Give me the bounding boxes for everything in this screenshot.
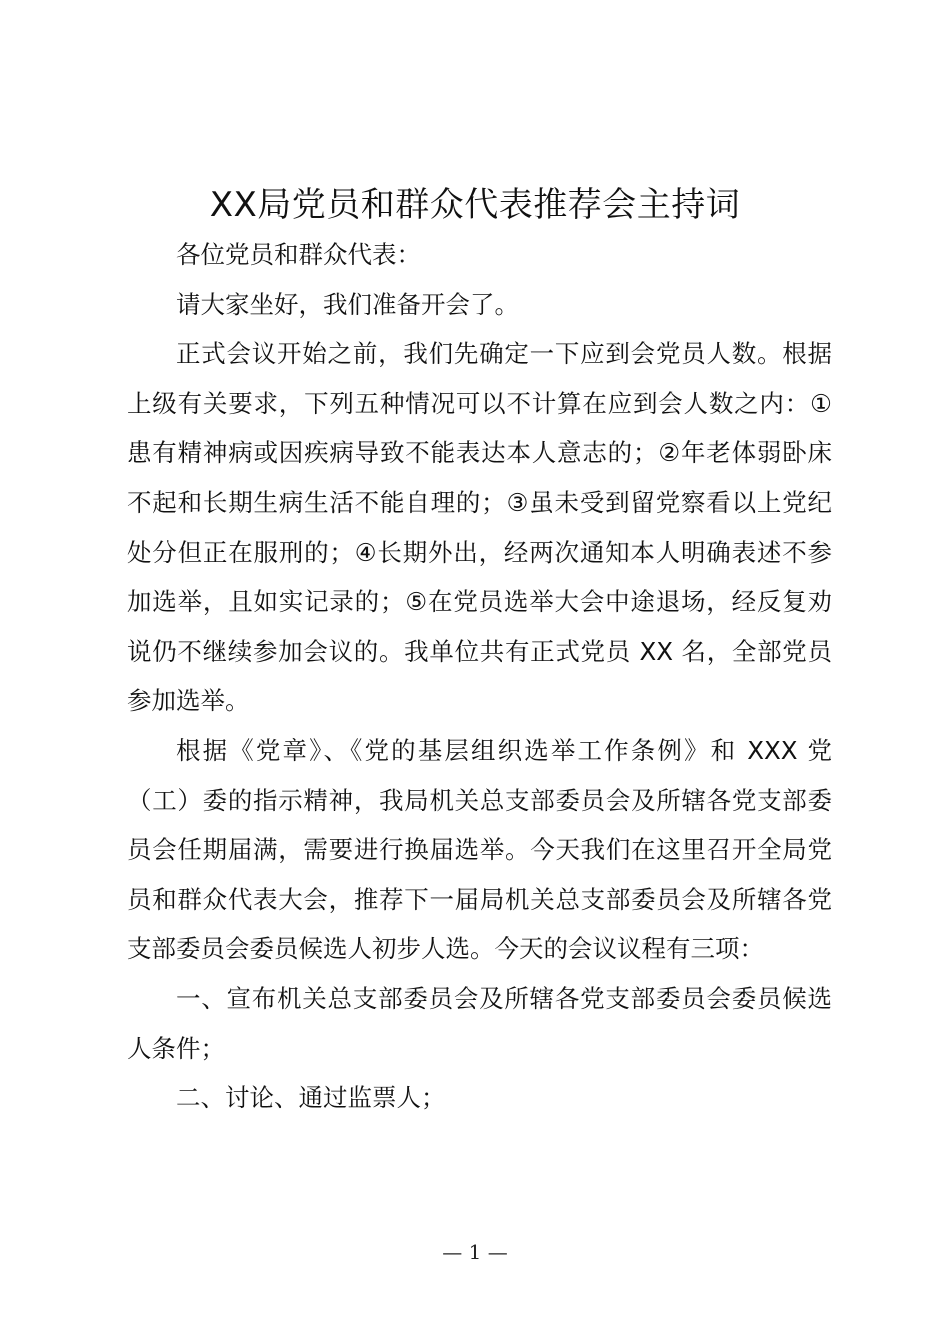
salutation-paragraph: 各位党员和群众代表： bbox=[176, 240, 421, 269]
purpose-paragraph: 根据《党章》、《党的基层组织选举工作条例》和 XXX 党（工）委的指示精神，我局机关总支部委员会及所辖各党支部委员会任期届满，需要进行换届选举。今天我们在这里召开全局党员和群众代表大会，推荐下一届局机关总支部委员会及所辖各党支部委员会委员候选人初步人选。今天的会议议程有三项： bbox=[127, 735, 832, 964]
attendance-paragraph: 正式会议开始之前，我们先确定一下应到会党员人数。根据上级有关要求，下列五种情况可以不计算在应到会人数之内：①患有精神病或因疾病导致不能表达本人意志的；②年老体弱卧床不起和长期生病生活不能自理的；③虽未受到留党察看以上党纪处分但正在服刑的；④长期外出，经两次通知本人明确表述不参加选举，且如实记录的；⑤在党员选举大会中途退场，经反复劝说仍不继续参加会议的。我单位共有正式党员 XX 名，全部党员参加选举。 bbox=[127, 339, 832, 716]
opening-paragraph: 请大家坐好，我们准备开会了。 bbox=[176, 289, 519, 319]
page-number: — 1 — bbox=[442, 1240, 508, 1264]
agenda-item-2: 二、讨论、通过监票人； bbox=[176, 1083, 446, 1113]
document-title: XX局党员和群众代表推荐会主持词 bbox=[209, 185, 741, 225]
document-body bbox=[127, 230, 832, 1123]
agenda-item-1: 一、宣布机关总支部委员会及所辖各党支部委员会委员候选人条件； bbox=[127, 983, 832, 1063]
